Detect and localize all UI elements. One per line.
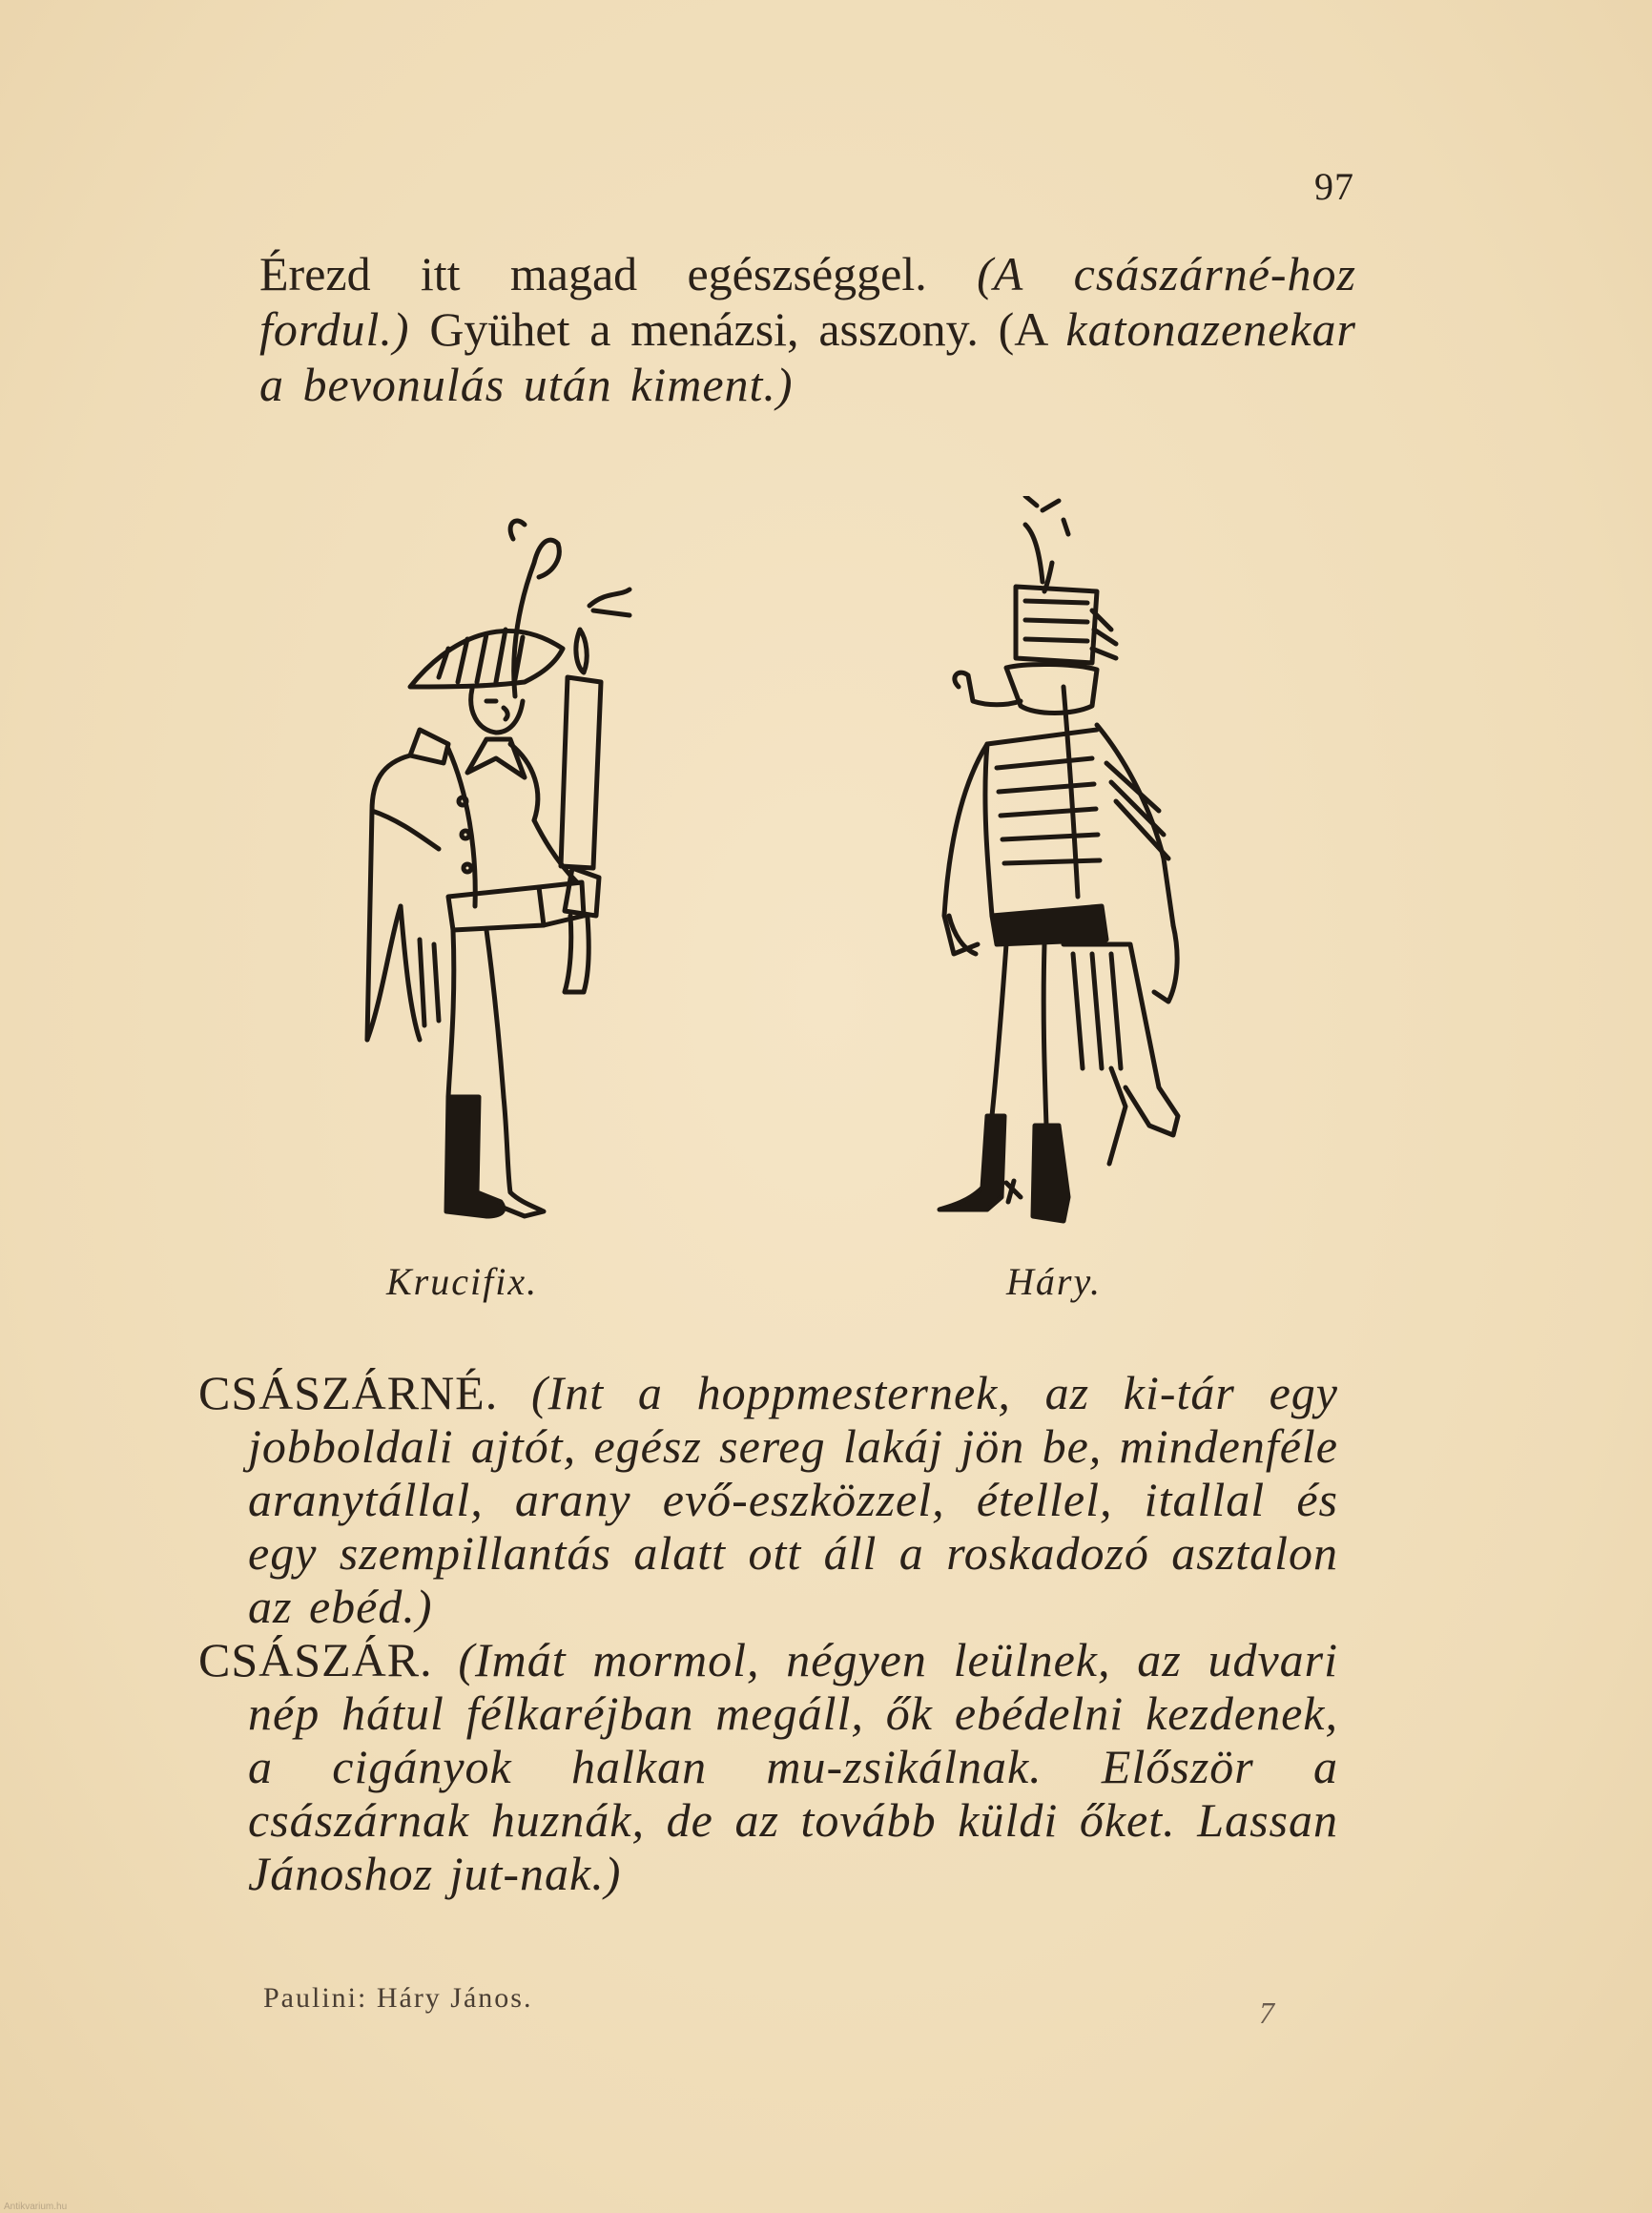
stage-direction: (Int a hoppmesternek, az ki-tár egy jobboldali ajtót, egész sereg lakáj jön be, mindenféle aranytállal, arany evő-eszközzel, étellel, itallal és egy szempillantás alatt ott áll a roskadozó asztalon az ebéd.) bbox=[248, 1366, 1338, 1633]
hary-caption: Háry. bbox=[1006, 1260, 1102, 1303]
watermark: Antikvarium.hu bbox=[4, 2202, 68, 2212]
speaker-name: CSÁSZÁRNÉ. bbox=[198, 1366, 499, 1419]
krucifix-illustration bbox=[343, 506, 658, 1221]
text-normal-2: Gyühet a menázsi, asszony. (A bbox=[409, 302, 1066, 356]
top-paragraph bbox=[259, 246, 1356, 412]
speaker-name: CSÁSZÁR. bbox=[198, 1633, 433, 1686]
dialogue-block bbox=[198, 1366, 1338, 1900]
stage-direction-2: katonazenekar a bevonulás után kiment.) bbox=[259, 302, 1356, 411]
page-number: 97 bbox=[1314, 165, 1354, 208]
dialogue-entry-csaszar bbox=[198, 1633, 1338, 1900]
hary-illustration bbox=[930, 496, 1211, 1231]
text-normal-1: Érezd itt magad egészséggel. bbox=[259, 247, 978, 300]
krucifix-caption: Krucifix. bbox=[386, 1260, 539, 1303]
footer-signature-mark: 7 bbox=[1259, 1996, 1274, 2030]
footer-book-title: Paulini: Háry János. bbox=[263, 1982, 533, 2014]
stage-direction-1: (A császárné-hoz fordul.) bbox=[259, 247, 1356, 356]
stage-direction: (Imát mormol, négyen leülnek, az udvari nép hátul félkaréjban megáll, ők ebédelni kezdenek, a cigányok halkan mu-zsikálnak. Először a császárnak huznák, de az tovább küldi őket. Lassan Jánoshoz jut-nak.) bbox=[248, 1633, 1339, 1900]
dialogue-entry-csaszarne bbox=[198, 1366, 1338, 1633]
